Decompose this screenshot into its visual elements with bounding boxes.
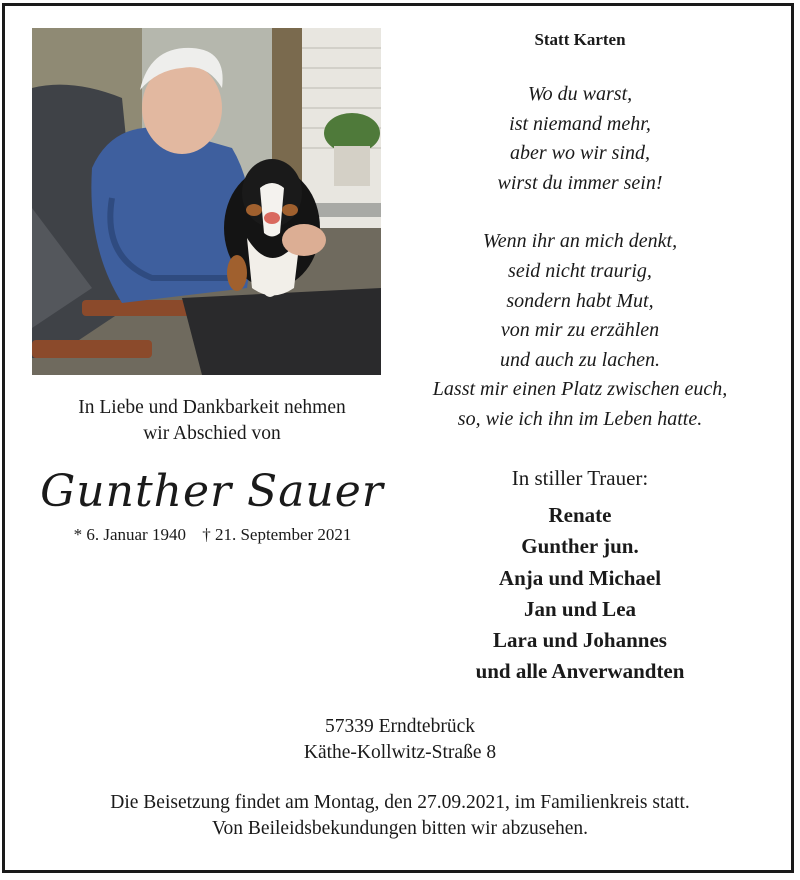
- poem: [390, 80, 770, 435]
- mourner-list: [430, 500, 730, 688]
- mourning-title: In stiller Trauer:: [511, 466, 649, 490]
- mourner-name: Jan und Lea: [523, 596, 637, 621]
- poem-line: sondern habt Mut,: [506, 289, 654, 312]
- mourner-name: und alle Anverwandten: [475, 659, 685, 684]
- poem-line: wirst du immer sein!: [497, 171, 663, 194]
- mourner-name: Renate: [548, 503, 612, 527]
- family-address: [220, 714, 580, 766]
- poem-line: aber wo wir sind,: [509, 142, 651, 165]
- death-date: † 21. September 2021: [202, 525, 352, 544]
- deceased-name: Gunther Sauer: [40, 466, 384, 517]
- life-dates: [20, 525, 405, 545]
- poem-line: Wenn ihr an mich denkt,: [482, 230, 678, 253]
- notice-line: Die Beisetzung findet am Montag, den 27.09.2021, im Familienkreis statt.: [110, 792, 690, 813]
- mourner-name: Gunther jun.: [521, 534, 639, 559]
- poem-line: Wo du warst,: [527, 83, 633, 105]
- address-line: Käthe-Kollwitz-Straße 8: [303, 742, 497, 763]
- farewell-intro: [22, 395, 402, 447]
- statt-karten-heading: Statt Karten: [534, 30, 626, 49]
- poem-line: Lasst mir einen Platz zwischen euch,: [432, 378, 728, 401]
- birth-date: * 6. Januar 1940: [73, 525, 186, 544]
- stanza-gap: [390, 198, 770, 227]
- poem-line: seid nicht traurig,: [508, 259, 652, 282]
- poem-line: und auch zu lachen.: [500, 348, 660, 371]
- mourner-name: Lara und Johannes: [493, 628, 667, 653]
- intro-line: wir Abschied von: [143, 423, 281, 444]
- poem-line: von mir zu erzählen: [500, 319, 660, 342]
- mourner-name: Anja und Michael: [498, 565, 662, 590]
- notice-line: Von Beileidsbekundungen bitten wir abzusehen.: [211, 818, 589, 839]
- poem-line: so, wie ich ihn im Leben hatte.: [457, 407, 703, 430]
- intro-line: In Liebe und Dankbarkeit nehmen: [78, 397, 346, 418]
- funeral-notice: [20, 790, 780, 842]
- address-line: 57339 Erndtebrück: [324, 716, 475, 737]
- poem-line: ist niemand mehr,: [509, 112, 651, 135]
- portrait-photo: [32, 28, 381, 375]
